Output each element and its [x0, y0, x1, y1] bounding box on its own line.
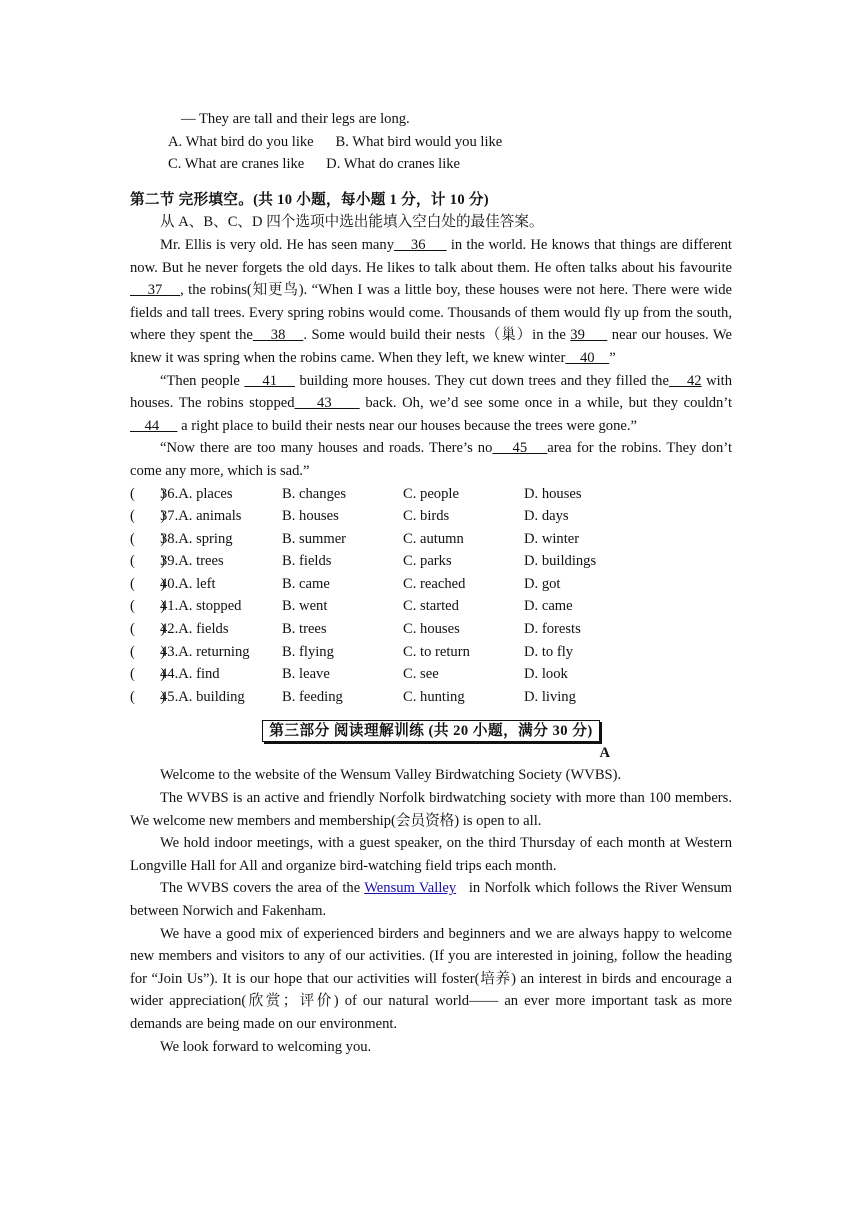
option-d: D. look [524, 666, 568, 683]
option-a: 41.A. stopped [160, 598, 242, 615]
blank-37: 37 [130, 282, 181, 299]
option-b: B. feeding [282, 688, 343, 705]
wensum-valley-link[interactable]: Wensum Valley [364, 880, 457, 897]
answer-paren: ( ) [130, 666, 166, 683]
question-answer-line: — They are tall and their legs are long. [181, 111, 410, 127]
passage-text: . Some would build their nests（巢）in the [303, 327, 571, 344]
passage-text: with houses. The robins stopped [130, 372, 733, 412]
option-row [130, 686, 732, 709]
passage-text: ” [609, 349, 616, 366]
option-d: D. forests [524, 621, 581, 638]
option-row [130, 550, 732, 573]
option-a: 38.A. spring [160, 530, 233, 547]
passage-text: in Norfolk which follows the River Wensum between Norwich and Fakenham. [130, 880, 736, 919]
option-b: B. houses [282, 508, 339, 525]
option-d: D. got [524, 575, 561, 592]
reading-heading-wrap [130, 720, 732, 742]
passage-text: a right place to build their nests near our houses because the trees were gone.” [177, 417, 637, 434]
option-d: D. to fly [524, 643, 574, 660]
option-b: B. came [282, 575, 330, 592]
option-c: C. to return [403, 643, 470, 660]
option-row [130, 618, 732, 641]
question-options-row-1: A. What bird do you like B. What bird would you like [168, 133, 503, 150]
blank-44: 44 [130, 417, 178, 434]
reading-paragraph-6: We look forward to welcoming you. [160, 1038, 372, 1055]
answer-paren: ( ) [130, 688, 166, 705]
cloze-paragraph-1 [130, 234, 732, 370]
cloze-instruction: 从 A、B、C、D 四个选项中选出能填入空白处的最佳答案。 [160, 214, 544, 231]
option-b: B. flying [282, 643, 334, 660]
cloze-section-heading: 第二节 完形填空。(共 10 小题，每小题 1 分，计 10 分) [130, 191, 489, 208]
passage-text: “Then people [160, 372, 245, 389]
option-b: B. went [282, 598, 328, 615]
option-c: C. people [403, 485, 459, 502]
option-b: B. fields [282, 553, 332, 570]
blank-42: 42 [668, 372, 702, 389]
option-c: C. autumn [403, 530, 464, 547]
option-d: D. winter [524, 530, 580, 547]
option-d: D. came [524, 598, 573, 615]
cloze-paragraph-2 [130, 370, 732, 438]
option-b: B. trees [282, 621, 327, 638]
reading-section-label: A [599, 745, 610, 762]
option-a: 42.A. fields [160, 621, 229, 638]
option-row [130, 483, 732, 506]
option-row [130, 595, 732, 618]
option-a: 43.A. returning [160, 643, 250, 660]
passage-text: The WVBS covers the area of the [160, 880, 365, 897]
passage-text: “Now there are too many houses and roads. There’s no [160, 440, 493, 457]
worksheet-page [130, 108, 736, 1058]
blank-38: 38 [252, 327, 304, 344]
option-c: C. hunting [403, 688, 465, 705]
option-a: 39.A. trees [160, 553, 224, 570]
answer-paren: ( ) [130, 553, 166, 570]
answer-paren: ( ) [130, 621, 166, 638]
option-row [130, 663, 732, 686]
answer-paren: ( ) [130, 508, 166, 525]
blank-39: 39 [570, 327, 608, 344]
option-row [130, 641, 732, 664]
reading-paragraph-3: We hold indoor meetings, with a guest speaker, on the third Thursday of each month at Western Longville Hall for All and organize bird-watching field trips each month. [130, 835, 732, 874]
passage-text: in the world. He knows that things are different now. But he never forgets the old days. He likes to talk about them. He often talks about his favourite [130, 236, 732, 276]
reading-paragraph-4 [130, 877, 736, 922]
reading-paragraph-2: The WVBS is an active and friendly Norfolk birdwatching society with more than 100 members. We welcome new members and membership(会员资格) is open to all. [130, 790, 732, 829]
option-d: D. living [524, 688, 576, 705]
option-row [130, 573, 732, 596]
option-a: 37.A. animals [160, 508, 242, 525]
passage-text: back. Oh, we’d see some once in a while, but they couldn’t [359, 395, 732, 412]
blank-36: 36 [394, 236, 447, 253]
option-c: C. started [403, 598, 459, 615]
option-c: C. parks [403, 553, 452, 570]
option-b: B. changes [282, 485, 347, 502]
option-b: B. summer [282, 530, 347, 547]
answer-paren: ( ) [130, 530, 166, 547]
option-a: 36.A. places [160, 485, 233, 502]
answer-paren: ( ) [130, 643, 166, 660]
blank-40: 40 [565, 349, 610, 366]
option-c: C. reached [403, 575, 466, 592]
option-a: 44.A. find [160, 666, 220, 683]
option-d: D. buildings [524, 553, 597, 570]
passage-text: , the robins(知更鸟). “When I was a little boy, these houses were not here. There were wide fields and tall trees. Every spring robins would come. Thousands of them would fly up from the south, where they spent the [130, 282, 732, 344]
option-row [130, 528, 732, 551]
option-a: 45.A. building [160, 688, 245, 705]
option-c: C. birds [403, 508, 450, 525]
answer-paren: ( ) [130, 575, 166, 592]
blank-41: 41 [244, 372, 296, 389]
passage-text: area for the robins. They don’t come any more, which is sad.” [130, 440, 732, 479]
passage-text: near our houses. We knew it was spring when the robins came. When they left, we knew winter [130, 327, 733, 366]
reading-paragraph-5: We have a good mix of experienced birders and beginners and we are always happy to welcome new members and visitors to any of our activities. (If you are interested in joining, follow the heading for “Join Us”). It is our hope that our activities will foster(培养) an interest in birds and encourage a wider appreciation(欣赏；评价) of our natural world—— an ever more important task as more demands are being made on our environment. [130, 925, 732, 1032]
answer-paren: ( ) [130, 485, 166, 502]
question-options-row-2: C. What are cranes like D. What do cranes like [168, 156, 461, 173]
option-d: D. houses [524, 485, 582, 502]
reading-paragraph-1: Welcome to the website of the Wensum Valley Birdwatching Society (WVBS). [160, 767, 622, 784]
option-b: B. leave [282, 666, 330, 683]
cloze-paragraph-3 [130, 437, 732, 482]
cloze-options-list [130, 483, 732, 709]
reading-part-title: 第三部分 阅读理解训练 (共 20 小题，满分 30 分) [262, 720, 599, 742]
option-c: C. see [403, 666, 439, 683]
option-c: C. houses [403, 621, 460, 638]
blank-45: 45 [492, 440, 548, 457]
option-d: D. days [524, 508, 569, 525]
option-row [130, 505, 732, 528]
answer-paren: ( ) [130, 598, 166, 615]
blank-43: 43 [294, 395, 360, 412]
passage-text: building more houses. They cut down trees and they filled the [295, 372, 669, 389]
option-a: 40.A. left [160, 575, 216, 592]
passage-text: Mr. Ellis is very old. He has seen many [160, 236, 395, 253]
